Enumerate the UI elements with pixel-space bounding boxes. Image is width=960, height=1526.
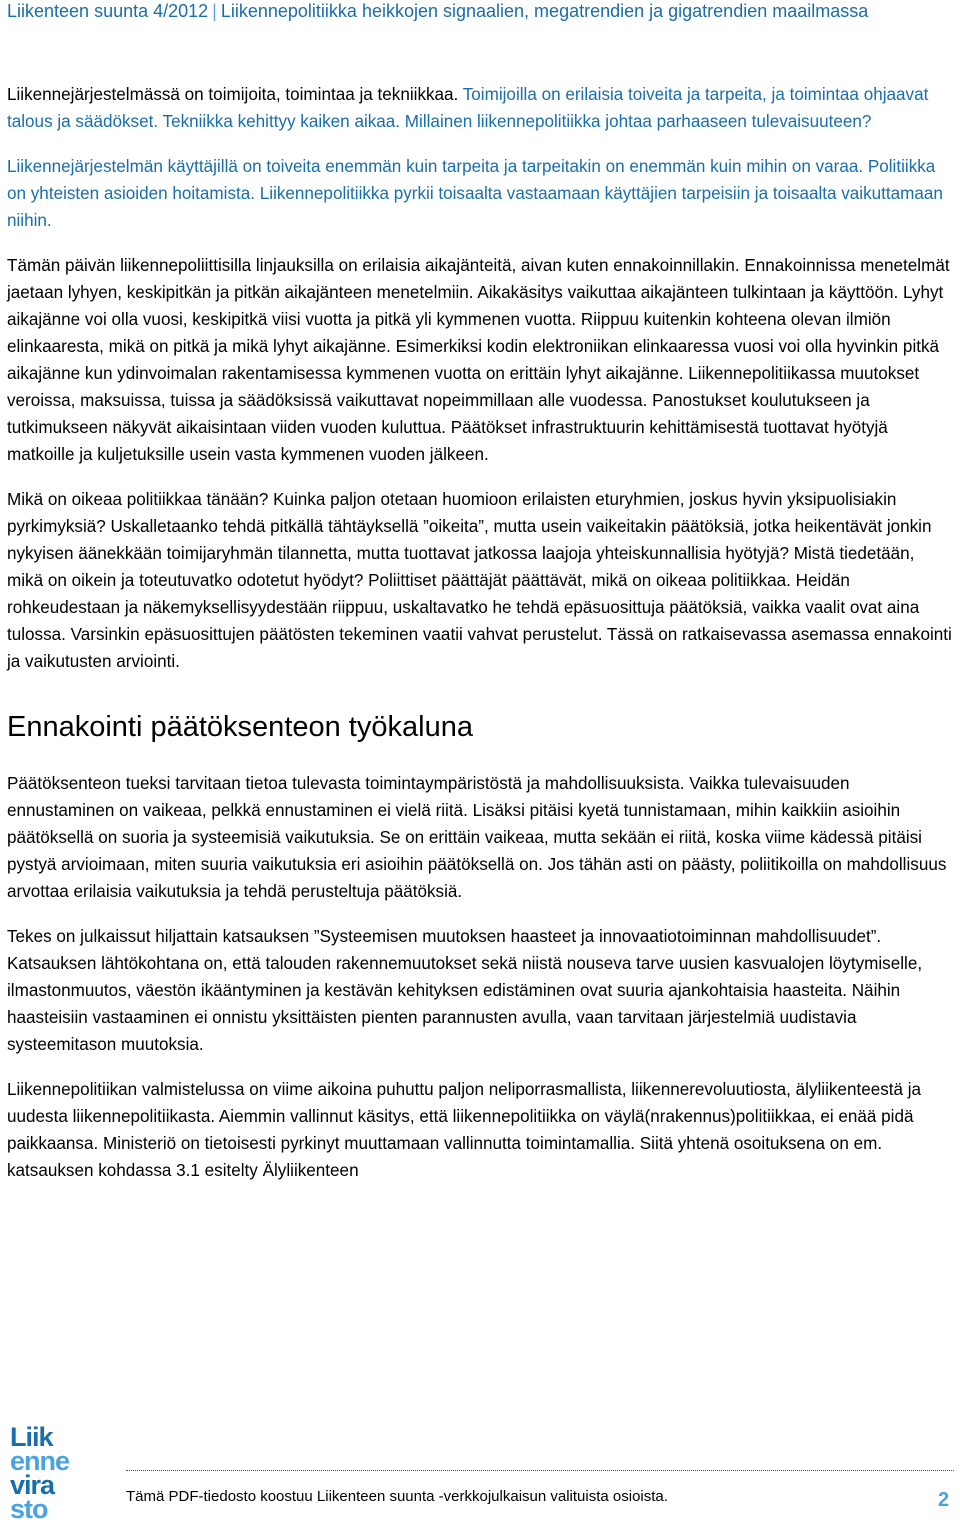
paragraph-7: Liikennepolitiikan valmistelussa on viime aikoina puhuttu paljon neliporrasmallista, liikennerevoluutiosta, älyliikenteestä ja uudesta liikennepolitiikasta. Aiemmin vallinnut käsitys, että liikennepolitiikka on väylä(nrakennus)politiikkaa, ei enää pidä paikkaansa. Ministeriö on tietoisesti pyrkinyt muuttamaan vallinnutta toimintamallia. Siitä yhtenä osoituksena on em. katsauksen kohdassa 3.1 esitelty Älyliikenteen	[7, 1080, 922, 1180]
article-title: Liikennepolitiikka heikkojen signaalien, megatrendien ja gigatrendien maailmassa	[220, 1, 869, 21]
paragraph-1	[7, 81, 955, 135]
svg-text:enne: enne	[10, 1446, 70, 1476]
document-header	[7, 0, 947, 23]
paragraph-6: Tekes on julkaissut hiljattain katsauksen ”Systeemisen muutoksen haasteet ja innovaatiotoiminnan mahdollisuudet”. Katsauksen lähtökohtana on, että talouden rakennemuutokset sekä niistä nouseva tarve uusien kasvualojen löytymiselle, ilmastonmuutos, väestön ikääntyminen ja kestävän kehityksen edistäminen ovat suuria ajankohtaisia haasteita. Näihin haasteisiin vastaaminen ei onnistu yksittäisten pienten parannusten avulla, vaan tarvitaan järjestelmiä uudistavia systeemitason muutoksia.	[7, 927, 923, 1054]
paragraph-1-lead: Liikennejärjestelmässä on toimijoita, toimintaa ja tekniikkaa.	[7, 85, 463, 104]
section-heading: Ennakointi päätöksenteon työkaluna	[7, 711, 473, 743]
liikennevirasto-logo	[10, 1422, 110, 1522]
publication-label: Liikenteen suunta 4/2012	[7, 1, 209, 21]
svg-text:sto: sto	[10, 1494, 48, 1522]
liikennevirasto-logo-icon	[10, 1422, 110, 1522]
paragraph-2: Liikennejärjestelmän käyttäjillä on toiveita enemmän kuin tarpeita ja tarpeitakin on enemmän kuin mihin on varaa. Politiikka on yhteisten asioiden hoitamista. Liikennepolitiikka pyrkii toisaalta vastaamaan käyttäjien tarpeisiin ja toisaalta vaikuttamaan niihin.	[7, 157, 943, 230]
svg-text:vira: vira	[10, 1470, 55, 1500]
footer-divider	[126, 1470, 954, 1471]
paragraph-3: Tämän päivän liikennepoliittisilla linjauksilla on erilaisia aikajänteitä, aivan kuten ennakoinnillakin. Ennakoinnissa menetelmät jaetaan lyhyen, keskipitkän ja pitkän aikajänteen menetelmiin. Aikakäsitys vaikuttaa aikajänteen tulkintaan ja käyttöön. Lyhyt aikajänne voi olla vuosi, keskipitkä viisi vuotta ja pitkä yli kymmenen vuotta. Riippuu kuitenkin kohteena olevan ilmiön elinkaaresta, mikä on pitkä ja mikä lyhyt aikajänne. Esimerkiksi kodin elektroniikan elinkaaressa vuosi voi olla hyvinkin pitkä aikajänne kun ydinvoimalan rakentamisessa kymmenen vuotta on erittäin lyhyt aikajänne. Liikennepolitiikassa muutokset veroissa, maksuissa, tuissa ja säädöksissä vaikuttavat nopeimmillaan alle vuodessa. Panostukset koulutukseen ja tutkimukseen näkyvät aikaisintaan viiden vuoden kuluttua. Päätökset infrastruktuurin kehittämisestä tuottavat hyötyjä matkoille ja kuljetuksille usein vasta kymmenen vuoden jälkeen.	[7, 256, 950, 464]
page-number: 2	[938, 1489, 950, 1511]
svg-text:Liik: Liik	[10, 1422, 53, 1452]
footer-note: Tämä PDF-tiedosto koostuu Liikenteen suunta -verkkojulkaisun valituista osioista.	[126, 1488, 668, 1505]
header-separator: |	[212, 1, 217, 21]
paragraph-4: Mikä on oikeaa politiikkaa tänään? Kuinka paljon otetaan huomioon erilaisten eturyhmien, joskus hyvin yksipuolisiakin pyrkimyksiä? Uskalletaanko tehdä pitkällä tähtäyksellä ”oikeita”, mutta usein vaikeitakin päätöksiä, jotka heikentävät jonkin nykyisen äänekkään toimijaryhmän tilannetta, mutta tuottavat jatkossa laajoja yhteiskunnallisia hyötyjä? Mistä tiedetään, mikä on oikein ja toteutuvatko odotetut hyödyt? Poliittiset päättäjät päättävät, mikä on oikeaa politiikkaa. Heidän rohkeudestaan ja näkemyksellisyydestään riippuu, uskaltavatko he tehdä epäsuosittuja päätöksiä, vaikka vaalit ovat aina tulossa. Varsinkin epäsuosittujen päätösten tekeminen vaatii vahvat perustelut. Tässä on ratkaisevassa asemassa ennakointi ja vaikutusten arviointi.	[7, 490, 952, 671]
paragraph-1-highlight: Toimijoilla on erilaisia toiveita ja tarpeita, ja toimintaa ohjaavat talous ja säädökset. Tekniikka kehittyy kaiken aikaa. Millainen liikennepolitiikka johtaa parhaaseen tulevaisuuteen?	[7, 85, 929, 131]
article-body	[7, 81, 955, 1202]
paragraph-5: Päätöksenteon tueksi tarvitaan tietoa tulevasta toimintaympäristöstä ja mahdollisuuksista. Vaikka tulevaisuuden ennustaminen on vaikeaa, pelkkä ennustaminen ei vielä riitä. Lisäksi pitäisi kyetä tunnistamaan, mihin kaikkiin asioihin päätöksellä on suoria ja systeemisiä vaikutuksia. Se on erittäin vaikeaa, mutta sekään ei riitä, koska viime kädessä pitäisi pystyä arvioimaan, miten suuria vaikutuksia eri asioihin päätöksellä on. Jos tähän asti on päästy, poliitikoilla on mahdollisuus arvottaa erilaisia vaikutuksia ja tehdä perusteltuja päätöksiä.	[7, 774, 947, 901]
